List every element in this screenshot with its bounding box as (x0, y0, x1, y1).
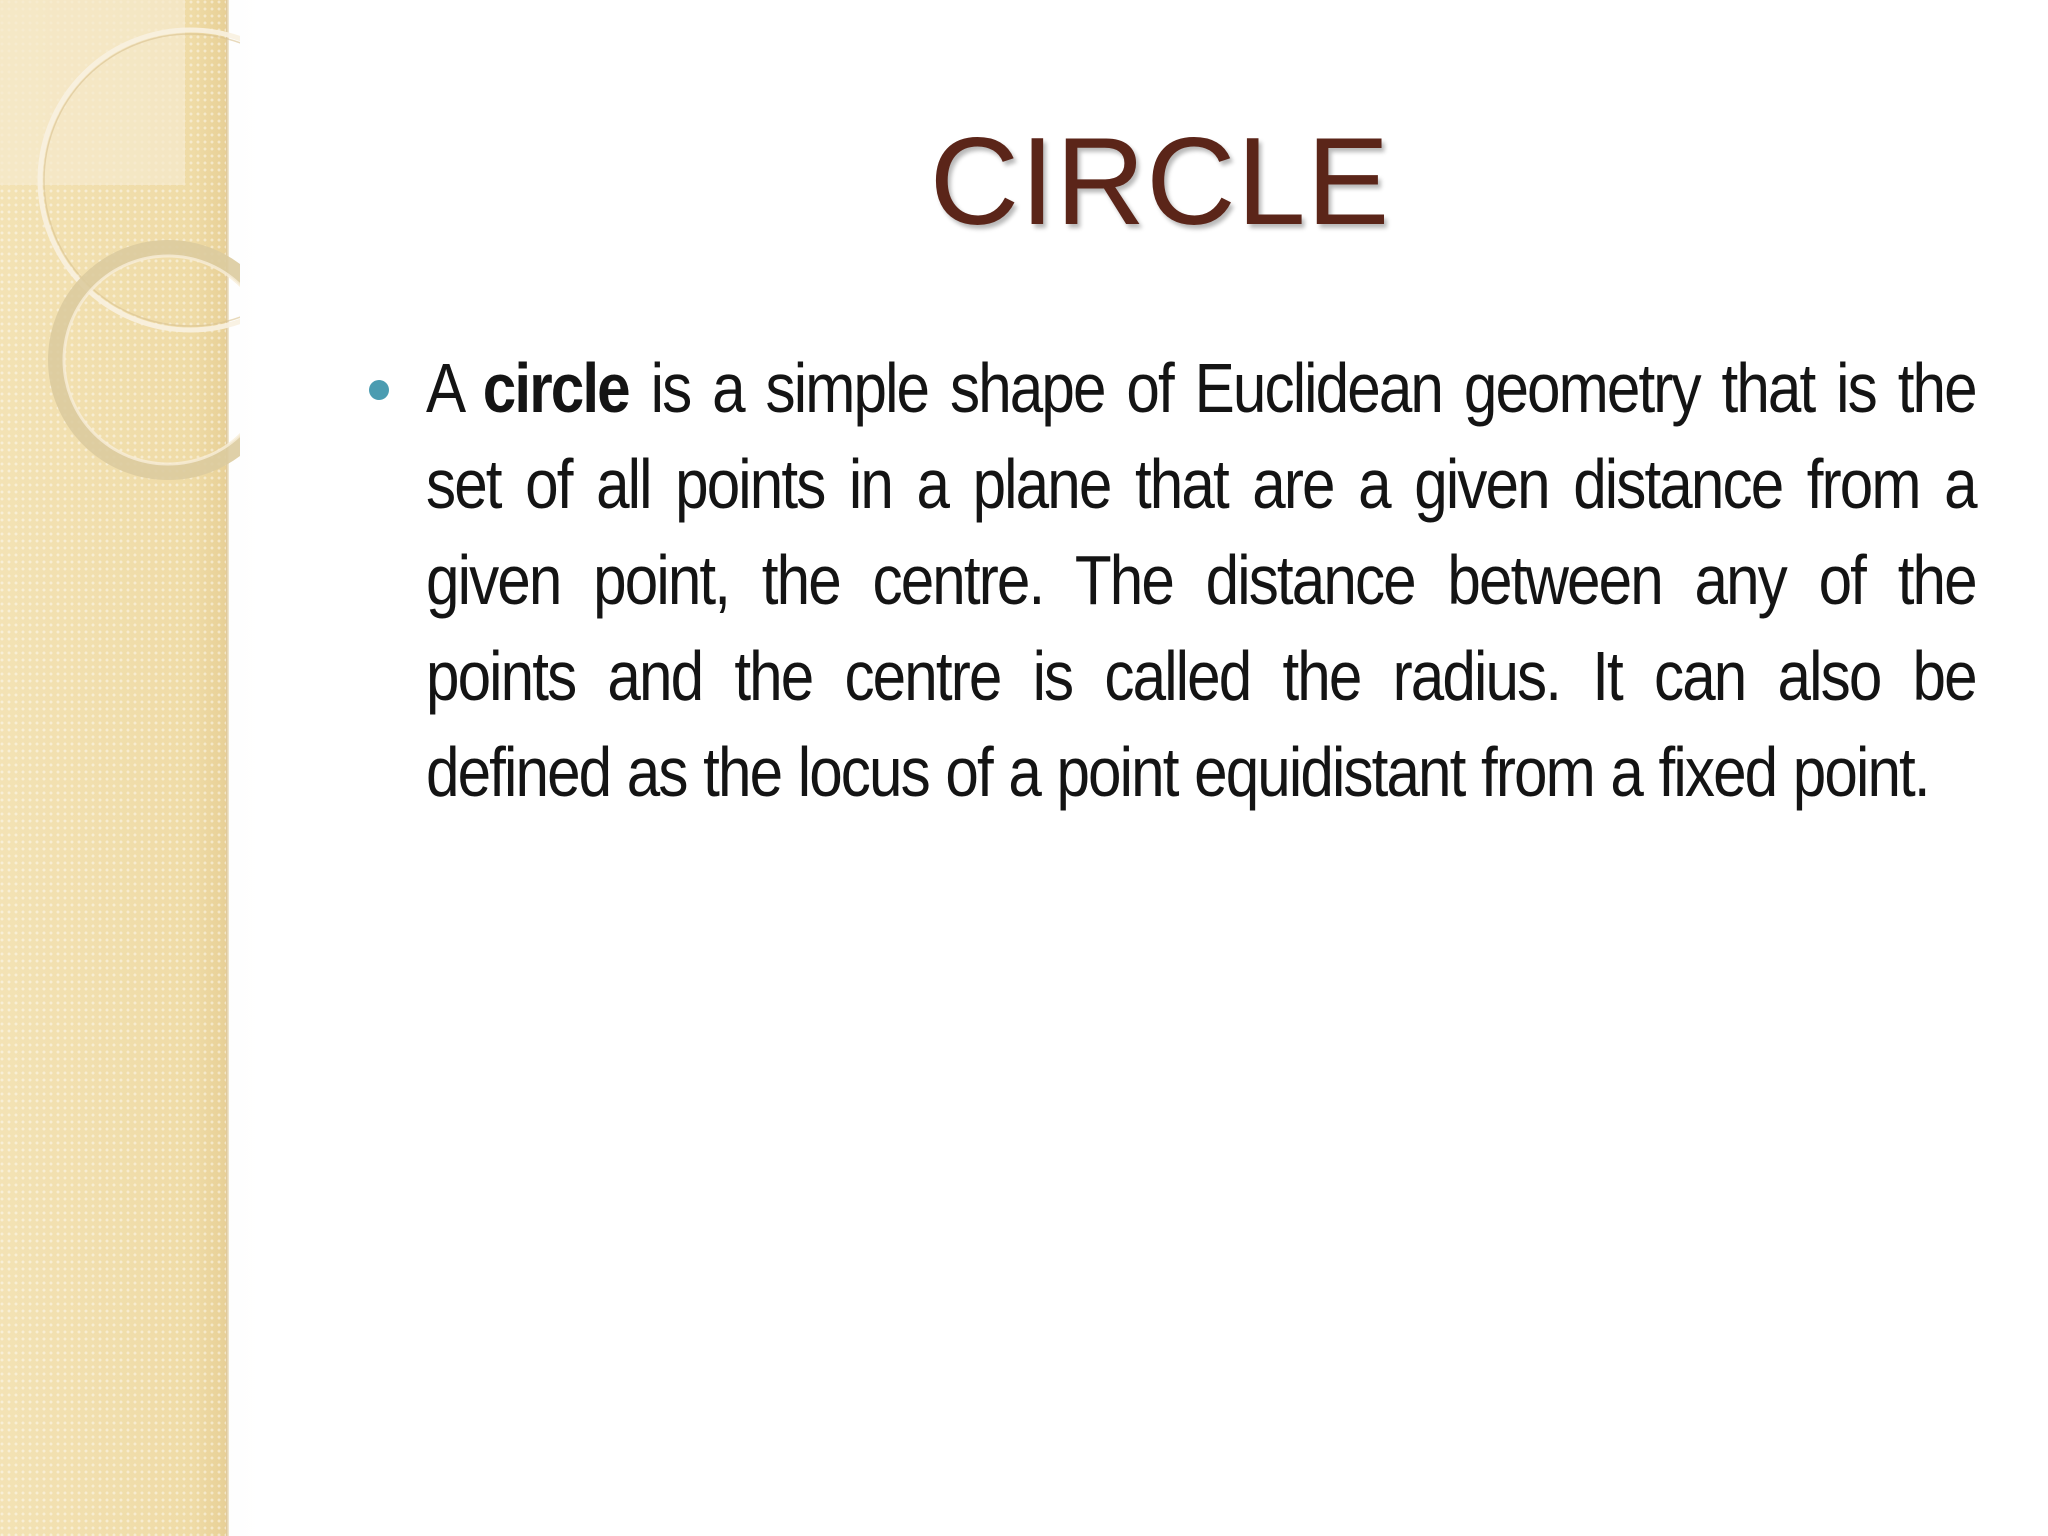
slide-title: CIRCLE (929, 113, 1391, 251)
bullet-lead: A (426, 349, 483, 427)
slide-content (360, 340, 1980, 820)
decorative-rings-ornament (0, 0, 240, 520)
decorative-square (0, 0, 185, 185)
bullet-body: is a simple shape of Euclidean geometry that is the set of all points in a plane that are a given distance from a given point, the centre. The distance between any of the points and the centre is called the radius. It can also be defined as the locus of a point equidistant from a fixed point. (426, 349, 1976, 811)
bullet-item (360, 340, 1980, 820)
bullet-text (426, 340, 1976, 820)
bullet-dot-icon (369, 380, 389, 400)
decorative-ring-lower (56, 248, 240, 472)
bullet-term: circle (482, 349, 629, 427)
